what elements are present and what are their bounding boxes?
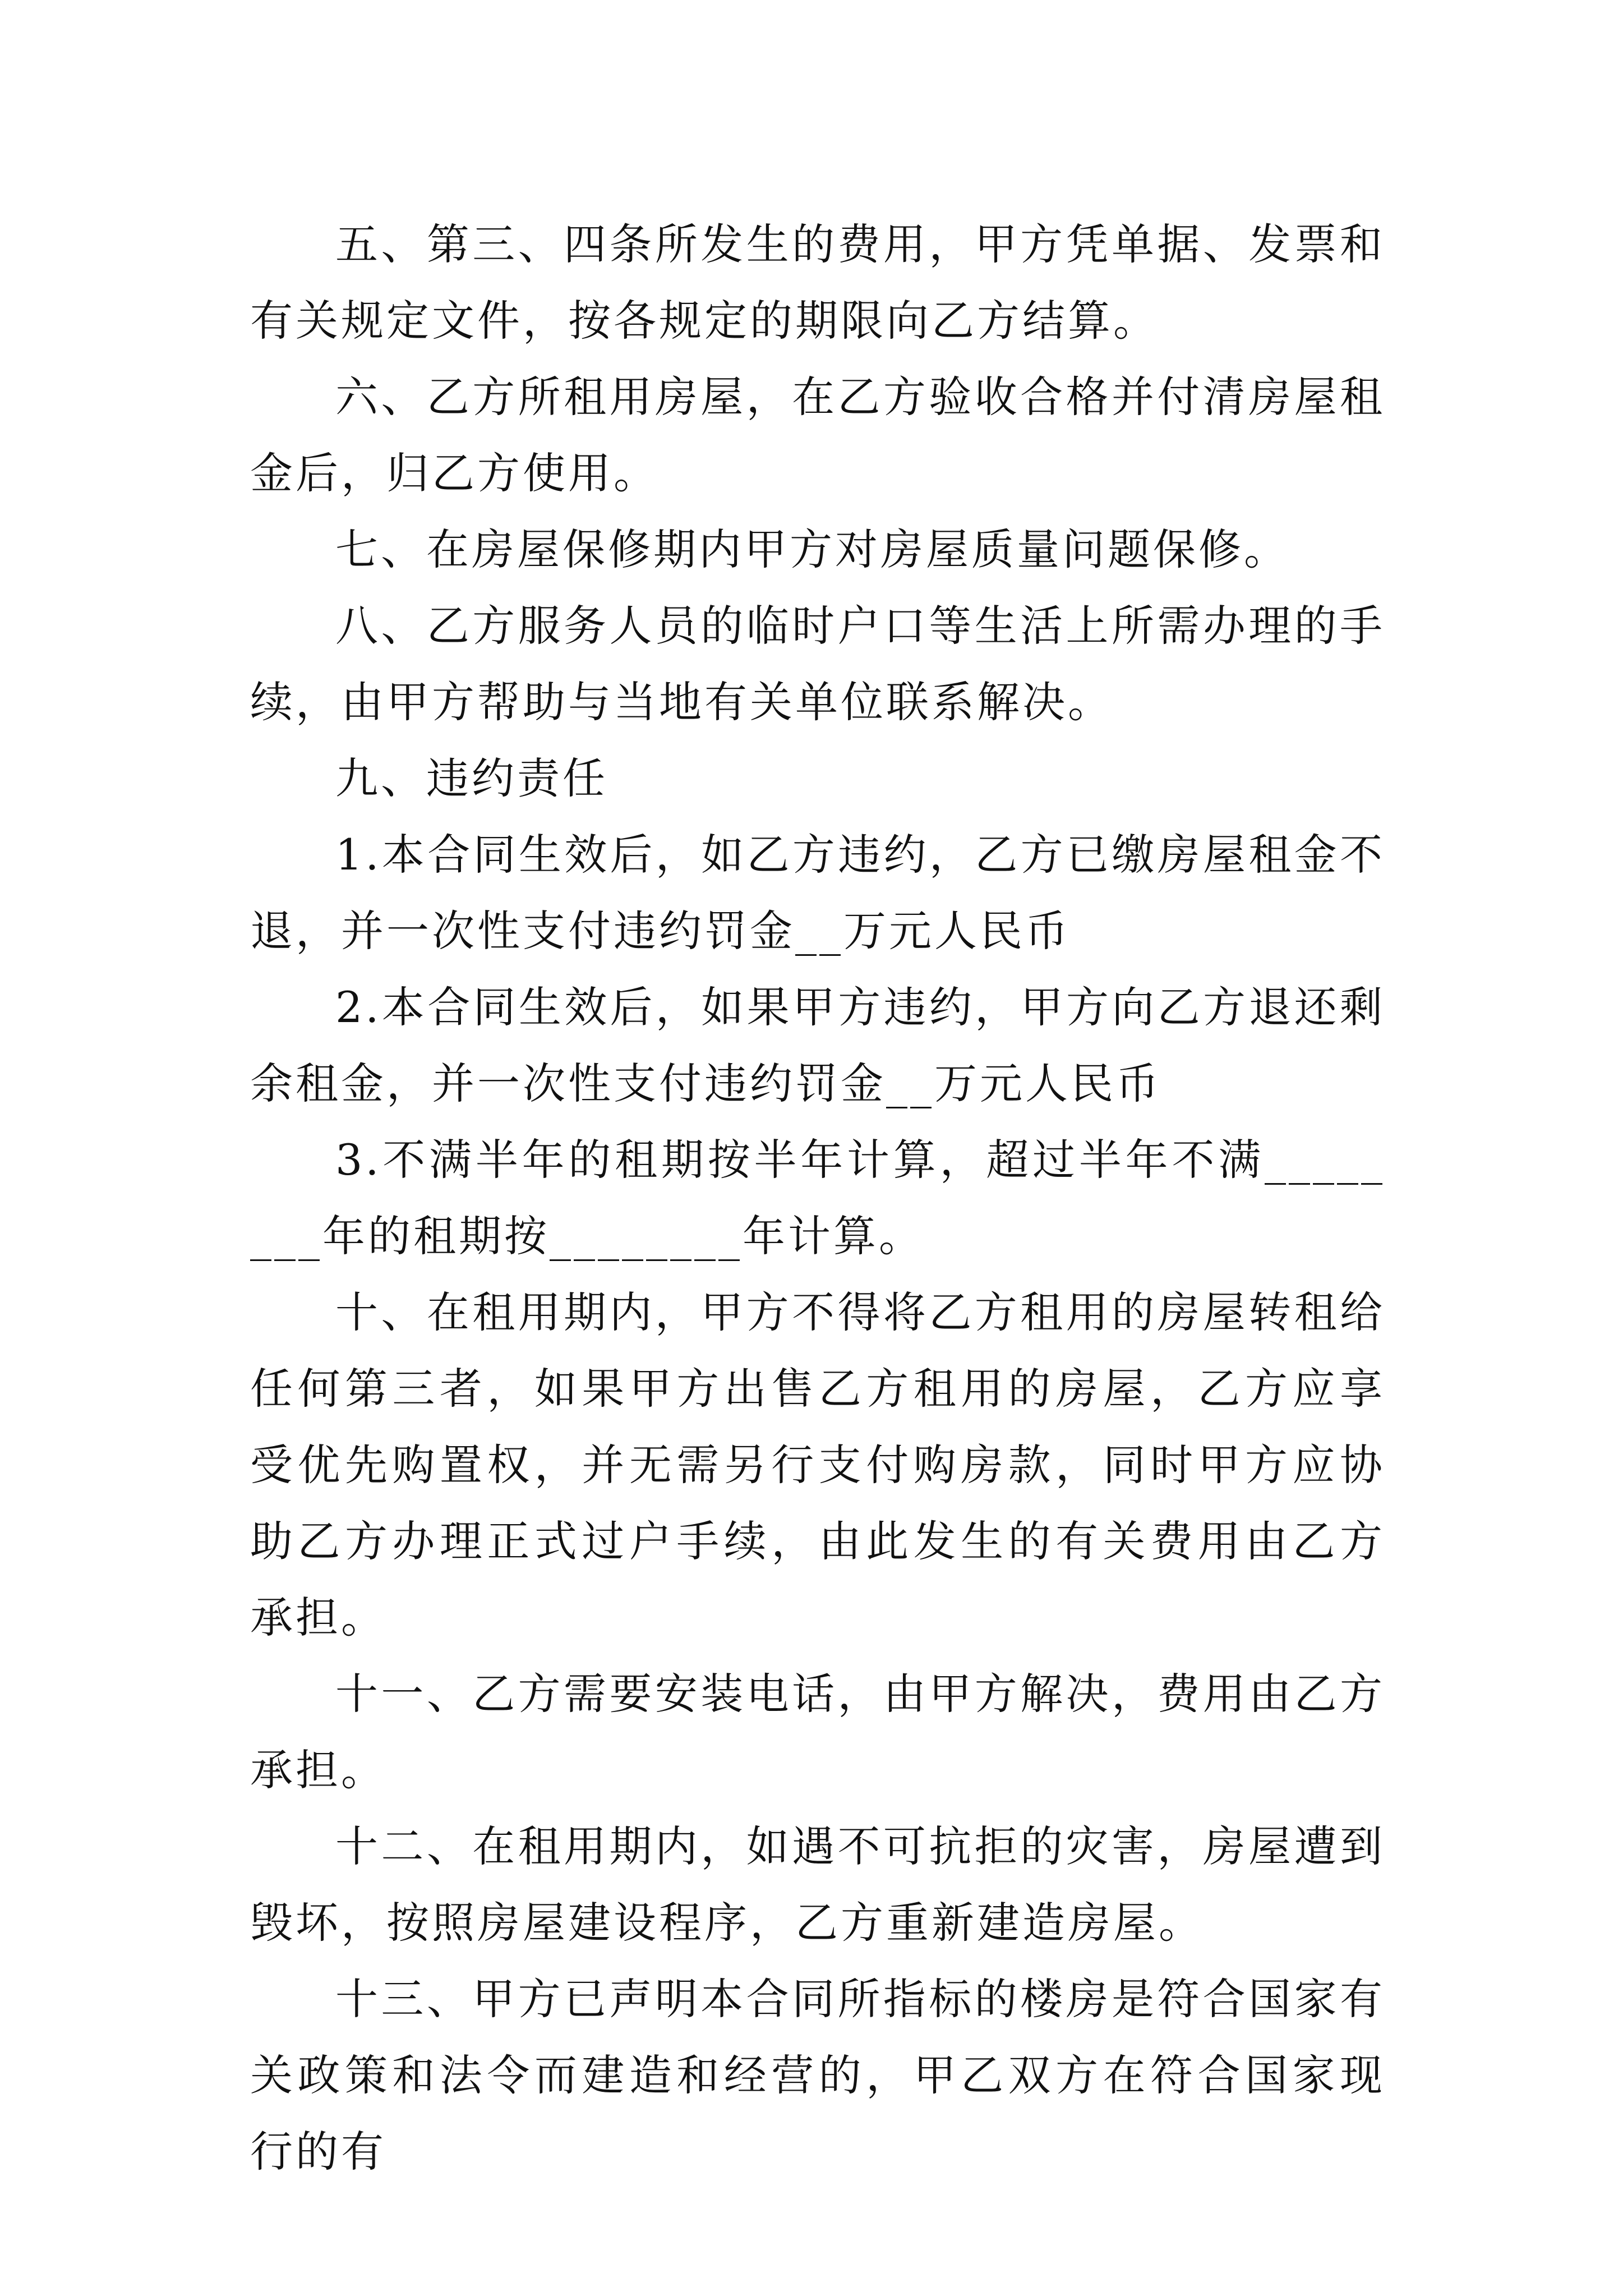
clause-7-warranty: 七、在房屋保修期内甲方对房屋质量问题保修。 bbox=[335, 524, 1289, 574]
clause-8-residence-procedures: 八、乙方服务人员的临时户口等生活上所需办理的手续，由甲方帮助与当地有关单位联系解决。 bbox=[250, 601, 1385, 727]
clause-11-telephone: 十一、乙方需要安装电话，由甲方解决，费用由乙方承担。 bbox=[250, 1669, 1385, 1795]
document-body bbox=[250, 206, 1385, 2190]
clause-9-item-2: 2.本合同生效后，如果甲方违约，甲方向乙方退还剩余租金，并一次性支付违约罚金__万元人民币 bbox=[250, 982, 1385, 1108]
clause-12-disaster: 十二、在租用期内，如遇不可抗拒的灾害，房屋遭到毁坏，按照房屋建设程序，乙方重新建造房屋。 bbox=[250, 1821, 1385, 1948]
clause-9-item-1: 1.本合同生效后，如乙方违约，乙方已缴房屋租金不退，并一次性支付违约罚金__万元人民币 bbox=[250, 830, 1385, 956]
clause-9-item-3: 3.不满半年的租期按半年计算，超过半年不满________年的租期按________年计算。 bbox=[250, 1135, 1385, 1261]
clause-5-fee-settlement: 五、第三、四条所发生的费用，甲方凭单据、发票和有关规定文件，按各规定的期限向乙方结算。 bbox=[250, 219, 1385, 346]
clause-10-sublease: 十、在租用期内，甲方不得将乙方租用的房屋转租给任何第三者，如果甲方出售乙方租用的房屋，乙方应享受优先购置权，并无需另行支付购房款，同时甲方应协助乙方办理正式过户手续，由此发生的有关费用由乙方承担。 bbox=[250, 1287, 1385, 1642]
clause-9-liability-heading: 九、违约责任 bbox=[335, 753, 608, 803]
clause-6-house-use: 六、乙方所租用房屋，在乙方验收合格并付清房屋租金后，归乙方使用。 bbox=[250, 372, 1385, 498]
clause-13-declaration: 十三、甲方已声明本合同所指标的楼房是符合国家有关政策和法令而建造和经营的，甲乙双方在符合国家现行的有 bbox=[250, 1974, 1385, 2177]
